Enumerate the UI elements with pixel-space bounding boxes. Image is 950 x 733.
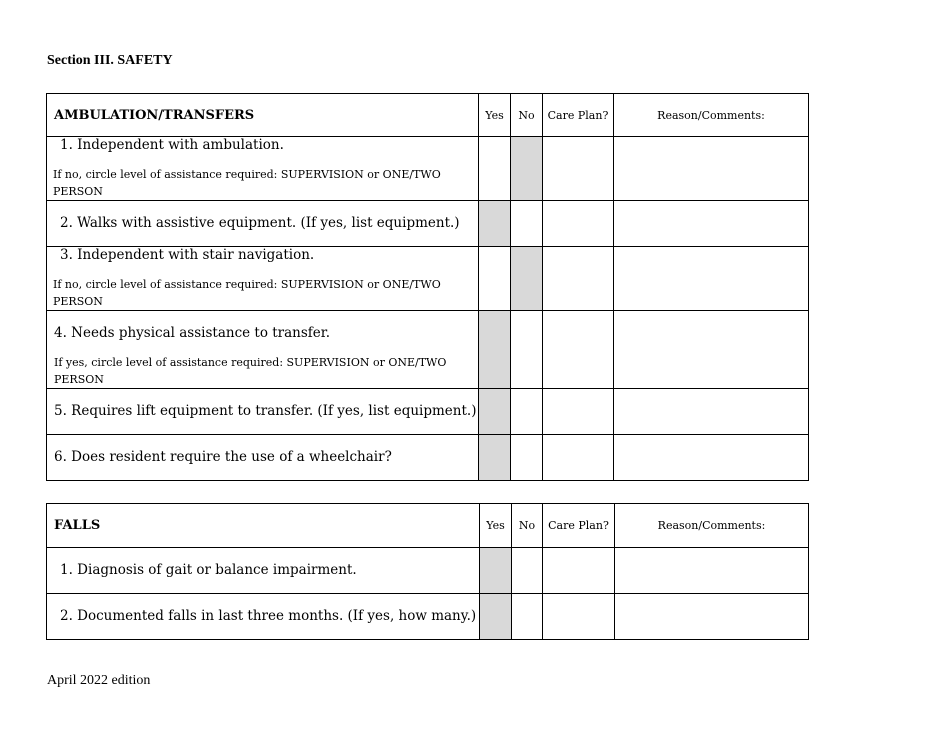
question-cell (47, 247, 479, 311)
care-plan-cell[interactable] (543, 548, 615, 594)
care-plan-cell[interactable] (543, 247, 614, 311)
falls-title: FALLS (47, 504, 480, 548)
no-header: No (511, 94, 543, 137)
question-text: 1. Independent with ambulation. (60, 137, 284, 153)
table-row (47, 594, 809, 640)
care-plan-cell[interactable] (543, 594, 615, 640)
no-cell[interactable] (511, 247, 543, 311)
no-cell[interactable] (511, 435, 543, 481)
yes-cell[interactable] (480, 594, 512, 640)
care-plan-cell[interactable] (543, 201, 614, 247)
question-text: 1. Diagnosis of gait or balance impairment. (60, 562, 357, 578)
yes-cell[interactable] (479, 389, 511, 435)
question-cell (47, 435, 479, 481)
table-row (47, 201, 809, 247)
reason-cell[interactable] (614, 137, 809, 201)
reason-cell[interactable] (614, 311, 809, 389)
table-row (47, 137, 809, 201)
falls-header-row (47, 504, 809, 548)
no-cell[interactable] (511, 389, 543, 435)
yes-cell[interactable] (480, 548, 512, 594)
question-cell (47, 548, 480, 594)
table-row (47, 548, 809, 594)
care-plan-cell[interactable] (543, 435, 614, 481)
reason-header: Reason/Comments: (614, 94, 809, 137)
yes-header: Yes (480, 504, 512, 548)
edition-footer: April 2022 edition (47, 673, 151, 688)
table-row (47, 389, 809, 435)
reason-cell[interactable] (615, 594, 809, 640)
table-row (47, 311, 809, 389)
question-cell (47, 389, 479, 435)
ambulation-table (46, 93, 809, 481)
yes-cell[interactable] (479, 311, 511, 389)
care-plan-header: Care Plan? (543, 504, 615, 548)
no-cell[interactable] (512, 594, 543, 640)
reason-header: Reason/Comments: (615, 504, 809, 548)
question-cell (47, 311, 479, 389)
question-text: 6. Does resident require the use of a wheelchair? (54, 449, 392, 465)
no-cell[interactable] (512, 548, 543, 594)
table-row (47, 435, 809, 481)
reason-cell[interactable] (614, 247, 809, 311)
assistance-note: If yes, circle level of assistance required: SUPERVISION or ONE/TWO PERSON (54, 356, 447, 386)
yes-cell[interactable] (479, 137, 511, 201)
yes-cell[interactable] (479, 201, 511, 247)
question-text: 2. Walks with assistive equipment. (If yes, list equipment.) (60, 215, 460, 231)
no-cell[interactable] (511, 137, 543, 201)
question-text: 5. Requires lift equipment to transfer. (If yes, list equipment.) (54, 403, 477, 419)
table-row (47, 247, 809, 311)
question-text: 4. Needs physical assistance to transfer. (54, 325, 331, 341)
care-plan-cell[interactable] (543, 137, 614, 201)
reason-cell[interactable] (614, 435, 809, 481)
reason-cell[interactable] (615, 548, 809, 594)
ambulation-title: AMBULATION/TRANSFERS (47, 94, 479, 137)
question-cell (47, 201, 479, 247)
care-plan-cell[interactable] (543, 389, 614, 435)
care-plan-header: Care Plan? (543, 94, 614, 137)
care-plan-cell[interactable] (543, 311, 614, 389)
no-header: No (512, 504, 543, 548)
falls-table (46, 503, 809, 640)
assistance-note: If no, circle level of assistance required: SUPERVISION or ONE/TWO PERSON (53, 168, 441, 198)
question-cell (47, 137, 479, 201)
ambulation-header-row (47, 94, 809, 137)
yes-header: Yes (479, 94, 511, 137)
question-text: 3. Independent with stair navigation. (60, 247, 315, 263)
section-title: Section III. SAFETY (47, 53, 173, 68)
reason-cell[interactable] (614, 201, 809, 247)
no-cell[interactable] (511, 311, 543, 389)
question-text: 2. Documented falls in last three months. (If yes, how many.) (60, 608, 477, 624)
yes-cell[interactable] (479, 435, 511, 481)
question-cell (47, 594, 480, 640)
assistance-note: If no, circle level of assistance required: SUPERVISION or ONE/TWO PERSON (53, 278, 441, 308)
reason-cell[interactable] (614, 389, 809, 435)
no-cell[interactable] (511, 201, 543, 247)
yes-cell[interactable] (479, 247, 511, 311)
